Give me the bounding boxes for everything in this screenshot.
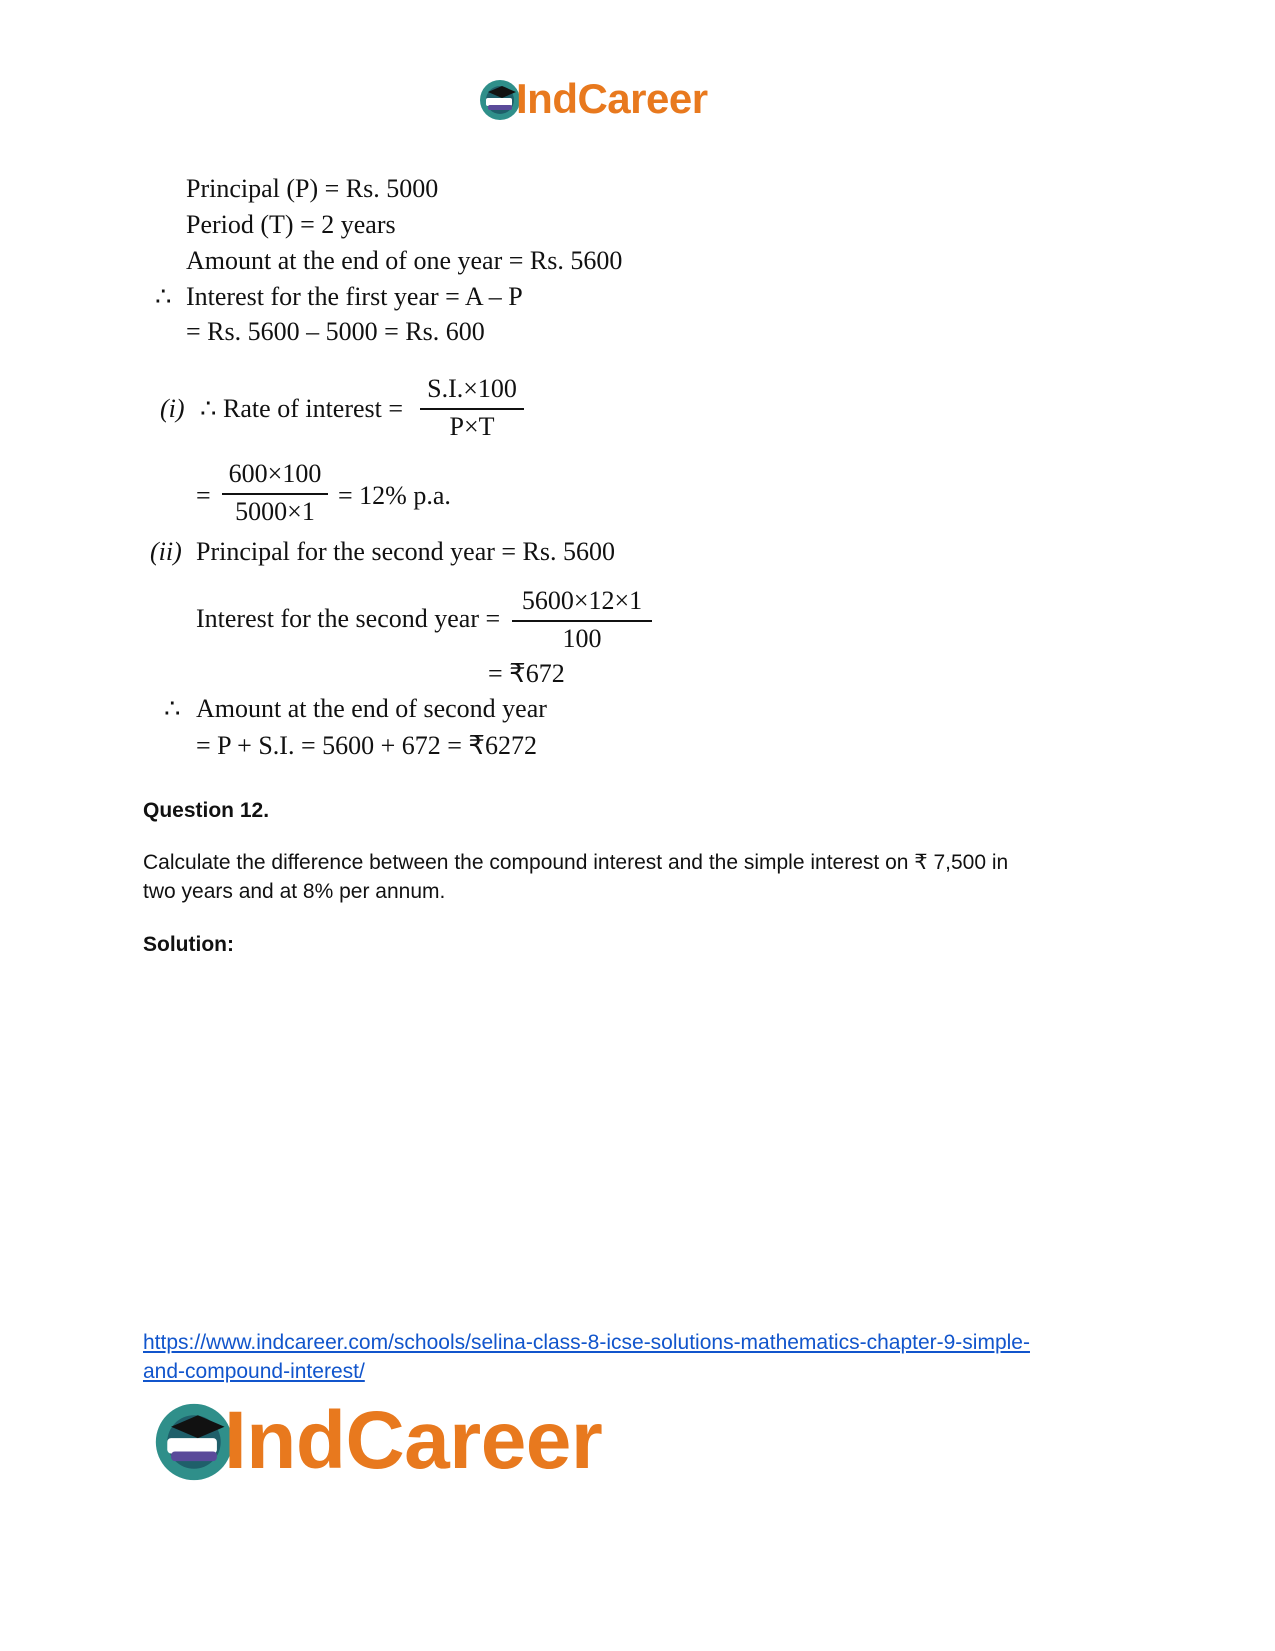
question-text-line-1: Calculate the difference between the compound interest and the simple interest on ₹ 7,500 in <box>143 851 1009 874</box>
source-link-line-1[interactable]: https://www.indcareer.com/schools/selina-class-8-icse-solutions-mathematics-chapter-9-simple- <box>143 1331 1030 1354</box>
rate-formula-fraction <box>420 374 524 442</box>
therefore-symbol: ∴ <box>155 282 172 311</box>
interest-second-year-fraction <box>512 586 652 654</box>
part-i-label: (i) <box>160 394 185 423</box>
working-line-interest-value: = Rs. 5600 – 5000 = Rs. 600 <box>186 317 485 346</box>
therefore-symbol-2: ∴ <box>164 694 181 723</box>
rate-calc-result: = 12% p.a. <box>338 481 451 510</box>
amount-second-year-result: = P + S.I. = 5600 + 672 = ₹6272 <box>196 731 537 760</box>
interest-second-year-numerator: 5600×12×1 <box>512 586 652 622</box>
rate-formula-numerator: S.I.×100 <box>420 374 524 410</box>
part-ii-label: (ii) <box>150 537 182 566</box>
working-line-period: Period (T) = 2 years <box>186 210 396 239</box>
source-link-line-2[interactable]: and-compound-interest/ <box>143 1360 365 1383</box>
working-line-interest: Interest for the first year = A – P <box>186 282 523 311</box>
footer-logo <box>152 1396 672 1486</box>
calc-equals: = <box>196 481 211 510</box>
principal-second-year: Principal for the second year = Rs. 5600 <box>196 537 616 566</box>
rate-calc-fraction <box>222 459 328 527</box>
working-line-principal: Principal (P) = Rs. 5000 <box>186 174 439 203</box>
footer-logo-text: IndCareer <box>224 1395 603 1486</box>
solution-label: Solution: <box>143 933 234 956</box>
rate-calc-denominator: 5000×1 <box>235 497 315 526</box>
interest-second-year-denominator: 100 <box>562 624 602 653</box>
interest-second-year-result: = ₹672 <box>488 659 565 688</box>
working-line-amount: Amount at the end of one year = Rs. 5600 <box>186 246 623 275</box>
interest-second-year-label: Interest for the second year = <box>196 604 501 633</box>
rate-calc-numerator: 600×100 <box>222 459 328 495</box>
question-text-line-2: two years and at 8% per annum. <box>143 880 446 903</box>
amount-second-year-label: Amount at the end of second year <box>196 694 547 723</box>
rate-formula-denominator: P×T <box>449 412 495 441</box>
question-title: Question 12. <box>143 799 270 822</box>
rate-of-interest-label: ∴ Rate of interest = <box>200 394 404 423</box>
header-logo-text: IndCareer <box>516 75 708 122</box>
